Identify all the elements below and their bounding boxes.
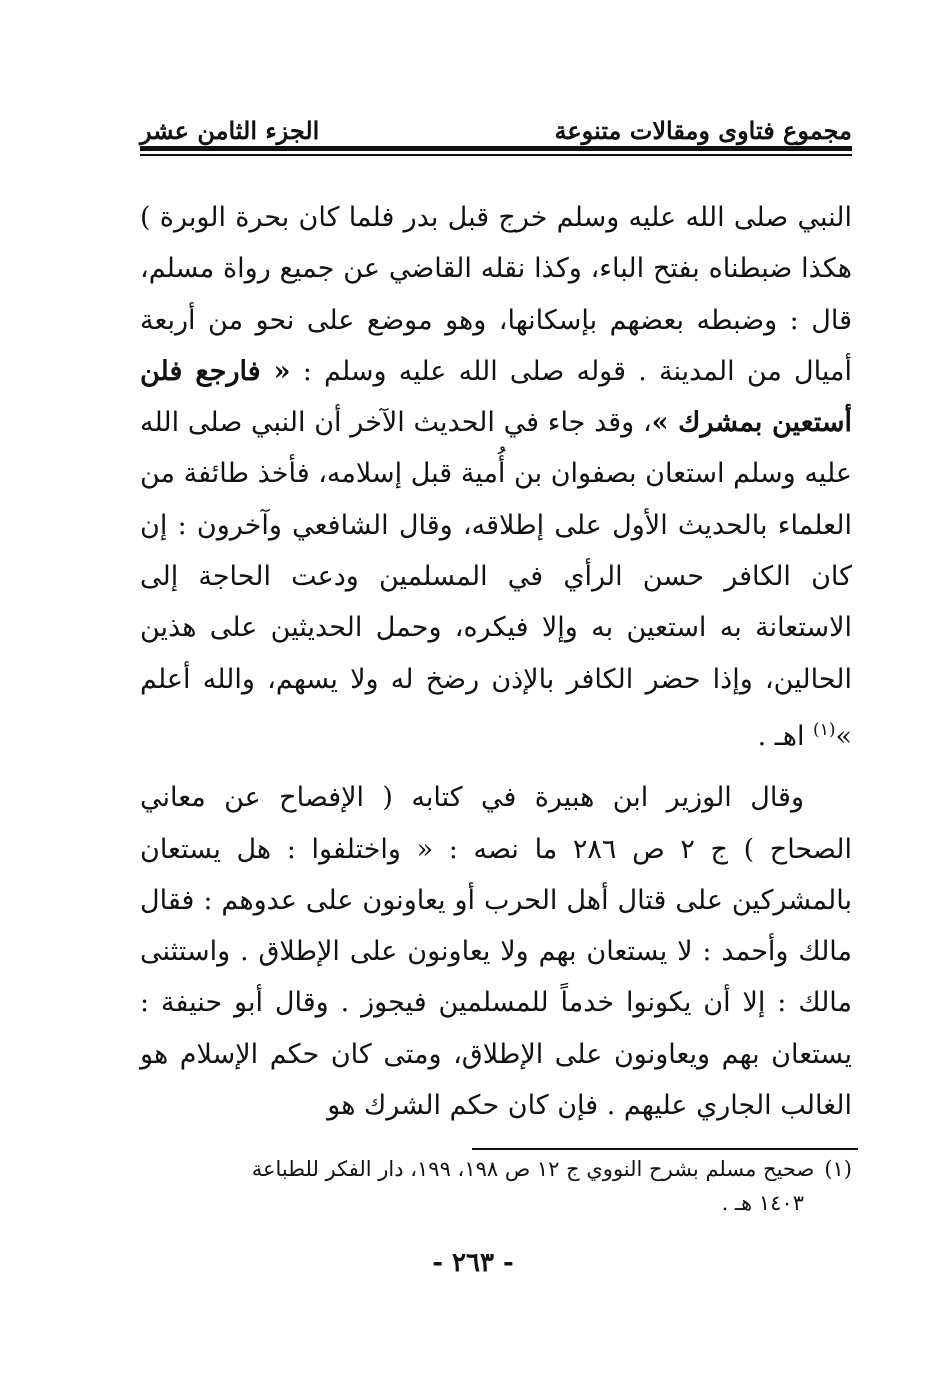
header-rule-thin [140, 154, 852, 156]
footnote-reference: (١) [813, 719, 836, 740]
paragraph-1 [140, 192, 852, 762]
page-number: - ٢٦٣ - [432, 1248, 514, 1278]
footnote-number: (١) [824, 1157, 852, 1181]
paragraph-2: وقال الوزير ابن هبيرة في كتابه ( الإفصاح عن معاني الصحاح ) ج ٢ ص ٢٨٦ ما نصه : « واختلفوا : هل يستعان بالمشركين على قتال أهل الحرب أو يعاونون على عدوهم : فقال مالك وأحمد : لا يستعان بهم ولا يعاونون على الإطلاق . واستثنى مالك : إلا أن يكونوا خدماً للمسلمين فيجوز . وقال أبو حنيفة : يستعان بهم ويعاونون على الإطلاق، ومتى كان حكم الإسلام هو الغالب الجاري عليهم . فإن كان حكم الشرك هو [140, 782, 852, 1122]
hadith-quote: « فارجع فلن أستعين بمشرك » [140, 355, 852, 439]
main-text [140, 192, 852, 1131]
header-rule-thick [140, 146, 852, 151]
footnote-separator [472, 1148, 858, 1150]
footnote [140, 1152, 852, 1220]
volume-label: الجزء الثامن عشر [140, 116, 320, 145]
footnote-line-1 [140, 1152, 852, 1186]
paragraph-1-part-2: ، وقد جاء في الحديث الآخر أن النبي صلى الله عليه وسلم استعان بصفوان بن أُمية قبل إسلامه، فأخذ طائفة من العلماء بالحديث الأول على إطلاقه، وقال الشافعي وآخرون : إن كان الكافر حسن الرأي في المسلمين ودعت الحاجة إلى الاستعانة به استعين به وإلا فيكره، وحمل الحديثين على هذين الحالين، وإذا حضر الكافر بالإذن رضخ له ولا يسهم، والله أعلم » [140, 407, 852, 752]
book-title: مجموع فتاوى ومقالات متنوعة [554, 116, 852, 145]
running-header [140, 110, 852, 150]
paragraph-1-part-3: اهـ . [757, 720, 814, 752]
paragraph-1-part-1: النبي صلى الله عليه وسلم خرج قبل بدر فلما كان بحرة الوبرة ) هكذا ضبطناه بفتح الباء، وكذا نقله القاضي عن جميع رواة مسلم، قال : وضبطه بعضهم بإسكانها، وهو موضع على نحو من أربعة أميال من المدينة . قوله صلى الله عليه وسلم : [140, 202, 852, 387]
footnote-continuation: ١٤٠٣ هـ . [721, 1191, 804, 1215]
footnote-text: صحيح مسلم بشرح النووي ج ١٢ ص ١٩٨، ١٩٩، دار الفكر للطباعة [251, 1157, 815, 1181]
